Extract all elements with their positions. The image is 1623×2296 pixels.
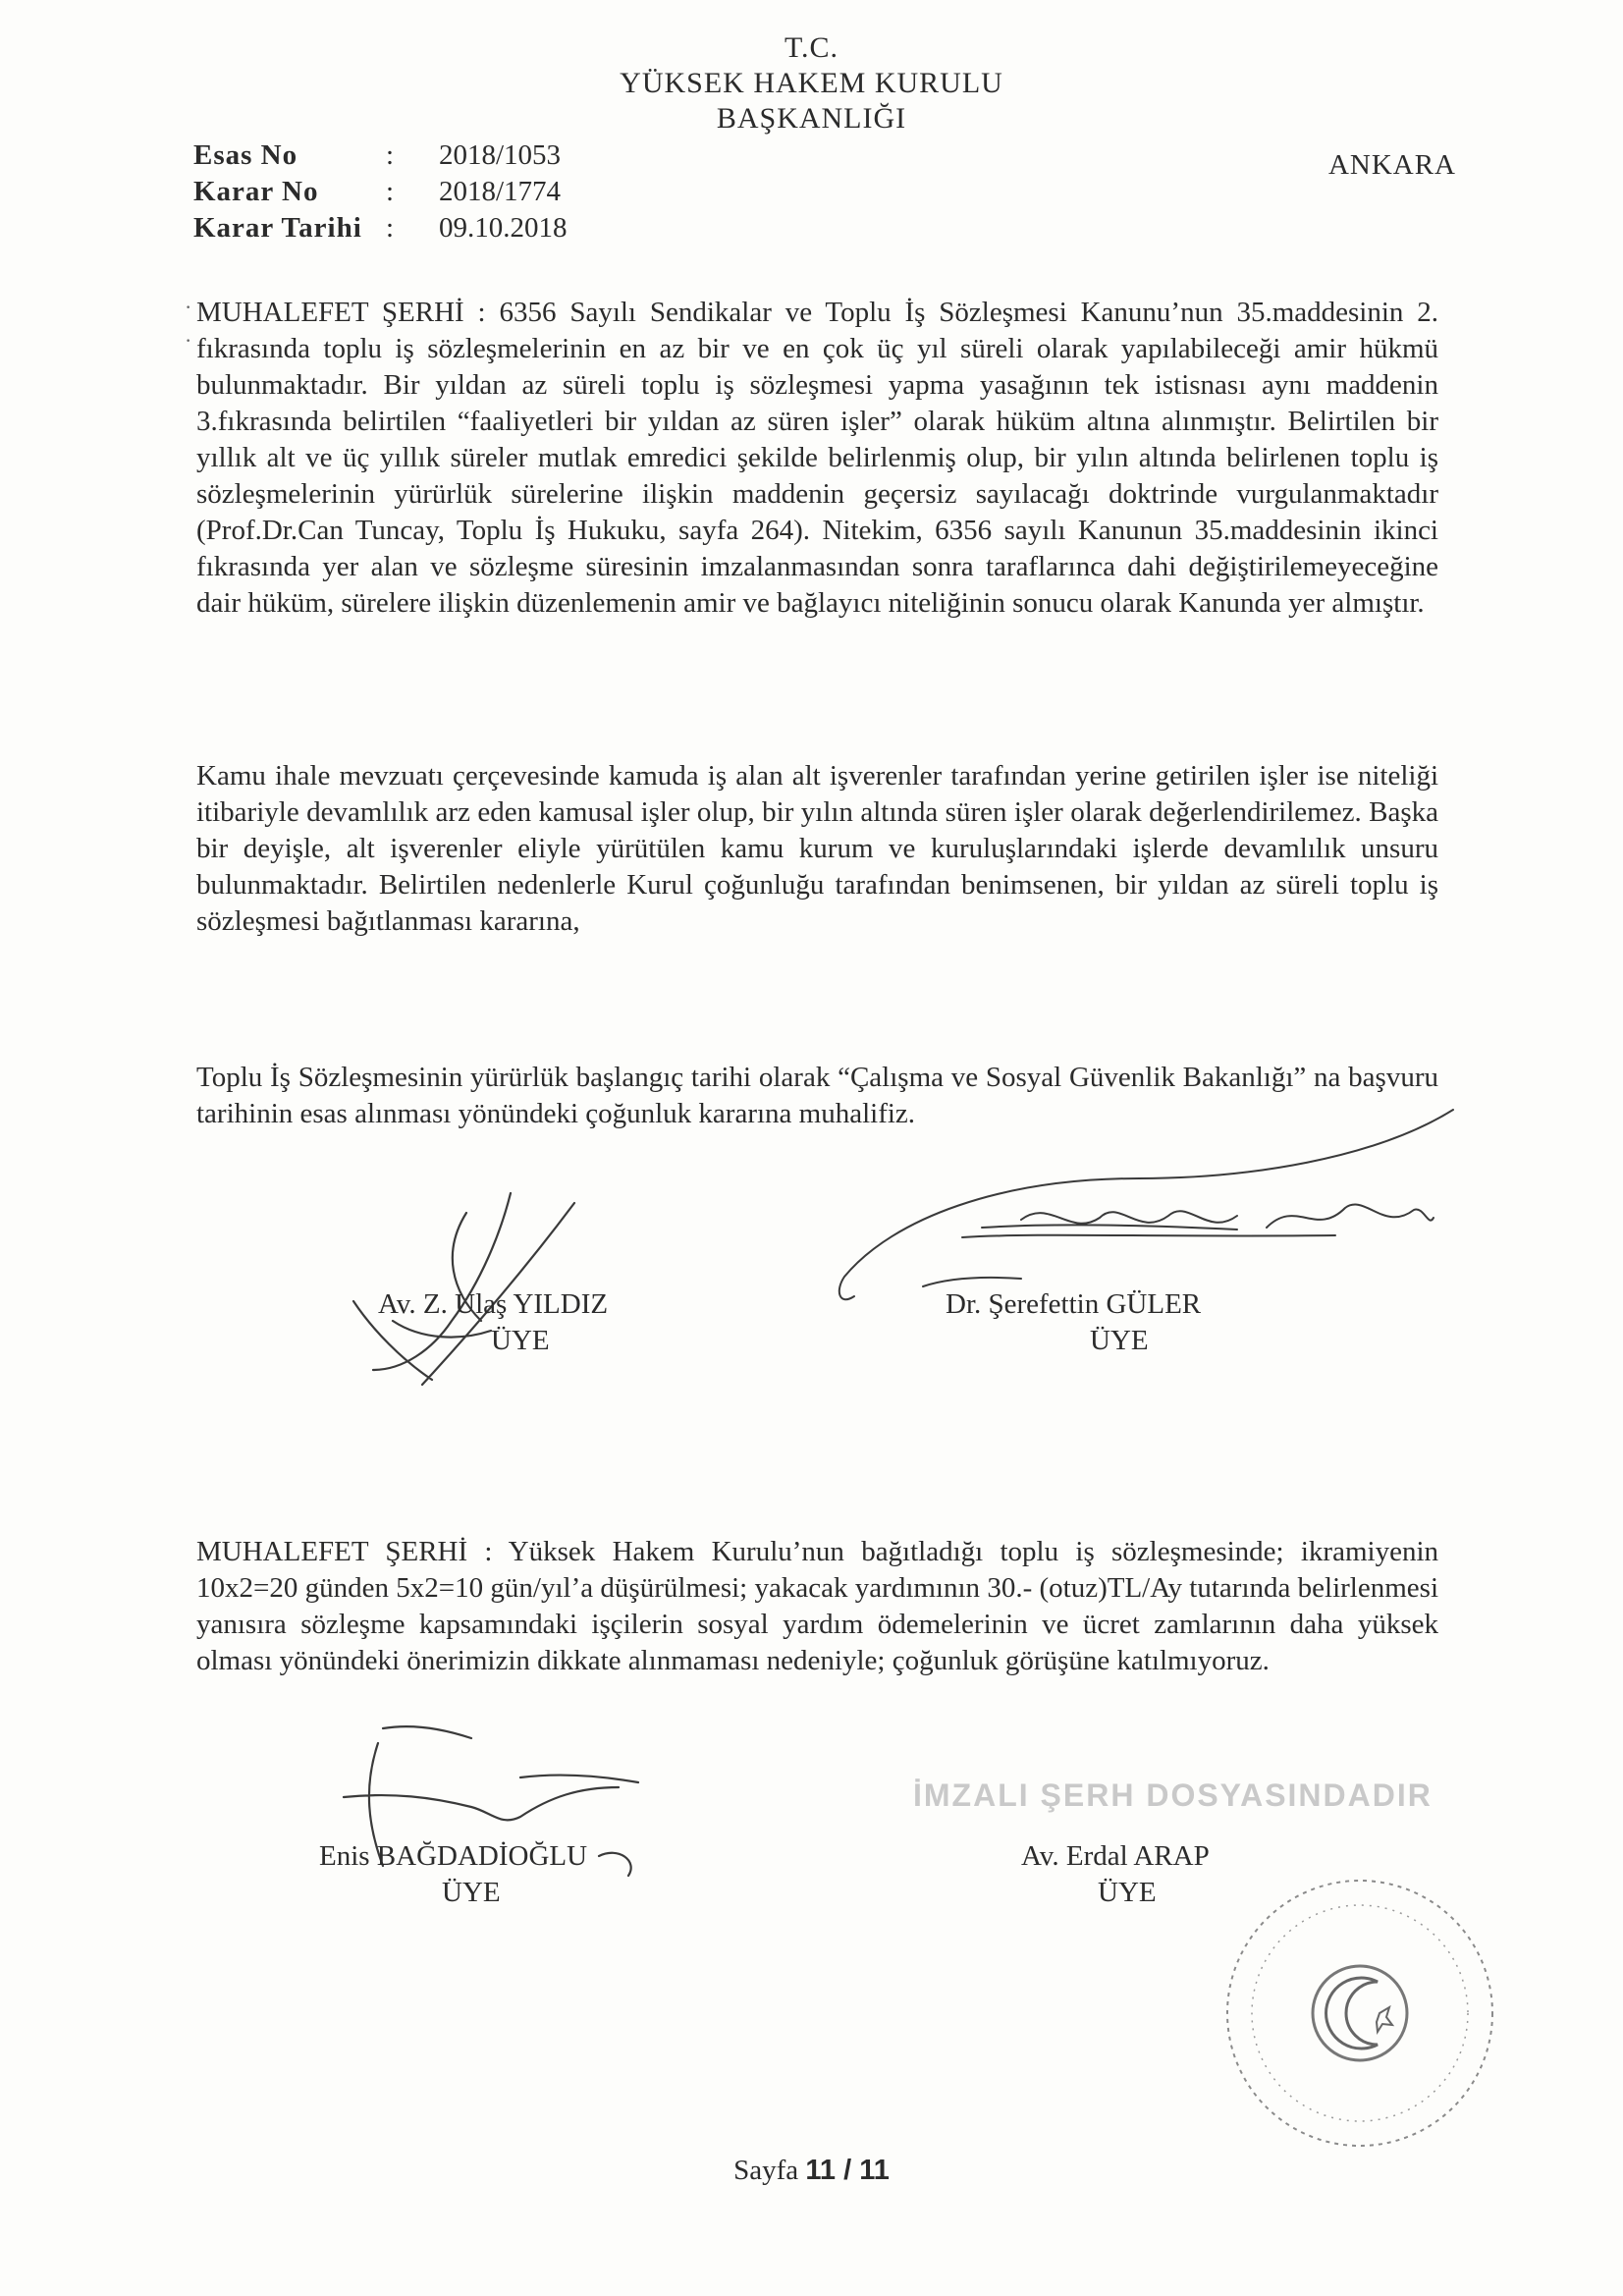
meta-row-esas xyxy=(193,137,568,174)
scan-dot: · xyxy=(185,295,192,319)
signer-2-role: ÜYE xyxy=(1090,1325,1149,1356)
header-institution: YÜKSEK HAKEM KURULU xyxy=(620,67,1003,99)
meta-label: Karar Tarihi xyxy=(193,212,362,244)
dissent-paragraph-1: MUHALEFET ŞERHİ : 6356 Sayılı Sendikalar ve Toplu İş Sözleşmesi Kanunu’nun 35.maddesinin 2. fıkrasında toplu iş sözleşmelerinin en az bir ve en çok üç yıl süreli olarak yapılabileceği amir hükmü bulunmaktadır. Bir yıldan az süreli toplu iş sözleşmesi yapma yasağının tek istisnası aynı maddenin 3.fıkrasında belirtilen “faaliyetleri bir yıldan az süren işler” olarak hüküm altına alınmıştır. Belirtilen bir yıllık alt ve üç yıllık süreler mutlak emredici şekilde belirlenmiş olup, bir yılın altında belirlenen toplu iş sözleşmelerinin yürürlük sürelerine ilişkin maddenin geçersiz sayılacağı doktrinde vurgulanmaktadır (Prof.Dr.Can Tuncay, Toplu İş Hukuku, sayfa 264). Nitekim, 6356 sayılı Kanunun 35.maddesinin ikinci fıkrasında yer alan ve sözleşme süresinin imzalanmasından sonra taraflarınca dahi değiştirilemeyeceğine dair hüküm, sürelere ilişkin düzenlemenin amir ve bağlayıcı niteliğinin sonucu olarak Kanunda yer almıştır. xyxy=(196,297,1438,619)
meta-label: Karar No xyxy=(193,176,319,207)
meta-value: 09.10.2018 xyxy=(439,212,568,244)
meta-colon: : xyxy=(386,139,395,171)
page-footer xyxy=(0,2155,1623,2187)
signer-1-name: Av. Z. Ulaş YILDIZ xyxy=(378,1288,609,1320)
header-tc: T.C. xyxy=(784,31,839,64)
meta-row-tarih xyxy=(193,210,568,246)
signer-3-name: Enis BAĞDADİOĞLU xyxy=(319,1840,588,1872)
signer-3-role: ÜYE xyxy=(442,1877,501,1908)
page-number: 11 / 11 xyxy=(805,2155,890,2186)
page-prefix: Sayfa xyxy=(733,2155,799,2186)
header-presidency: BAŞKANLIĞI xyxy=(716,102,907,135)
signer-4-name: Av. Erdal ARAP xyxy=(1021,1840,1210,1872)
signer-4-role: ÜYE xyxy=(1098,1877,1157,1908)
official-seal-icon xyxy=(1213,1866,1507,2160)
case-meta xyxy=(193,137,568,246)
meta-value: 2018/1053 xyxy=(439,139,562,171)
dissent-paragraph-3: Toplu İş Sözleşmesinin yürürlük başlangıç tarihi olarak “Çalışma ve Sosyal Güvenlik Bakanlığı” na başvuru tarihinin esas alınması yönündeki çoğunluk kararına muhalifiz. xyxy=(196,1062,1438,1129)
meta-colon: : xyxy=(386,212,395,244)
signer-2-name: Dr. Şerefettin GÜLER xyxy=(946,1288,1202,1320)
city-label: ANKARA xyxy=(1327,149,1456,181)
meta-colon: : xyxy=(386,176,395,207)
dissent-paragraph-4: MUHALEFET ŞERHİ : Yüksek Hakem Kurulu’nun bağıtladığı toplu iş sözleşmesinde; ikramiyenin 10x2=20 günden 5x2=10 gün/yıl’a düşürülmesi; yakacak yardımının 30.- (otuz)TL/Ay tutarında belirlenmesi yanısıra sözleşme kapsamındaki işçilerin sosyal yardım ödemelerinin ve ücret zamlarının daha yüksek olması yönündeki önerimizin dikkate alınmaması nedeniyle; çoğunluk görüşüne katılmıyoruz. xyxy=(196,1536,1438,1676)
dissent-paragraph-2: Kamu ihale mevzuatı çerçevesinde kamuda iş alan alt işverenler tarafından yerine getirilen işler ise niteliği itibariyle devamlılık arz eden kamusal işler olup, bir yılın altında süren işler olarak değerlendirilemez. Başka bir deyişle, alt işverenler eliyle yürütülen kamu kurum ve kuruluşlarındaki işlerde devamlılık unsuru bulunmaktadır. Belirtilen nedenlerle Kurul çoğunluğu tarafından benimsenen, bir yıldan az süreli toplu iş sözleşmesi bağıtlanması kararına, xyxy=(196,760,1438,937)
signed-dissent-stamp: İMZALI ŞERH DOSYASINDADIR xyxy=(913,1777,1433,1813)
meta-row-karar xyxy=(193,174,568,210)
scan-dot: · xyxy=(185,328,192,353)
meta-label: Esas No xyxy=(193,139,298,171)
signature-scribble-icon xyxy=(825,1100,1512,1316)
signer-1-role: ÜYE xyxy=(491,1325,550,1356)
meta-value: 2018/1774 xyxy=(439,176,562,207)
